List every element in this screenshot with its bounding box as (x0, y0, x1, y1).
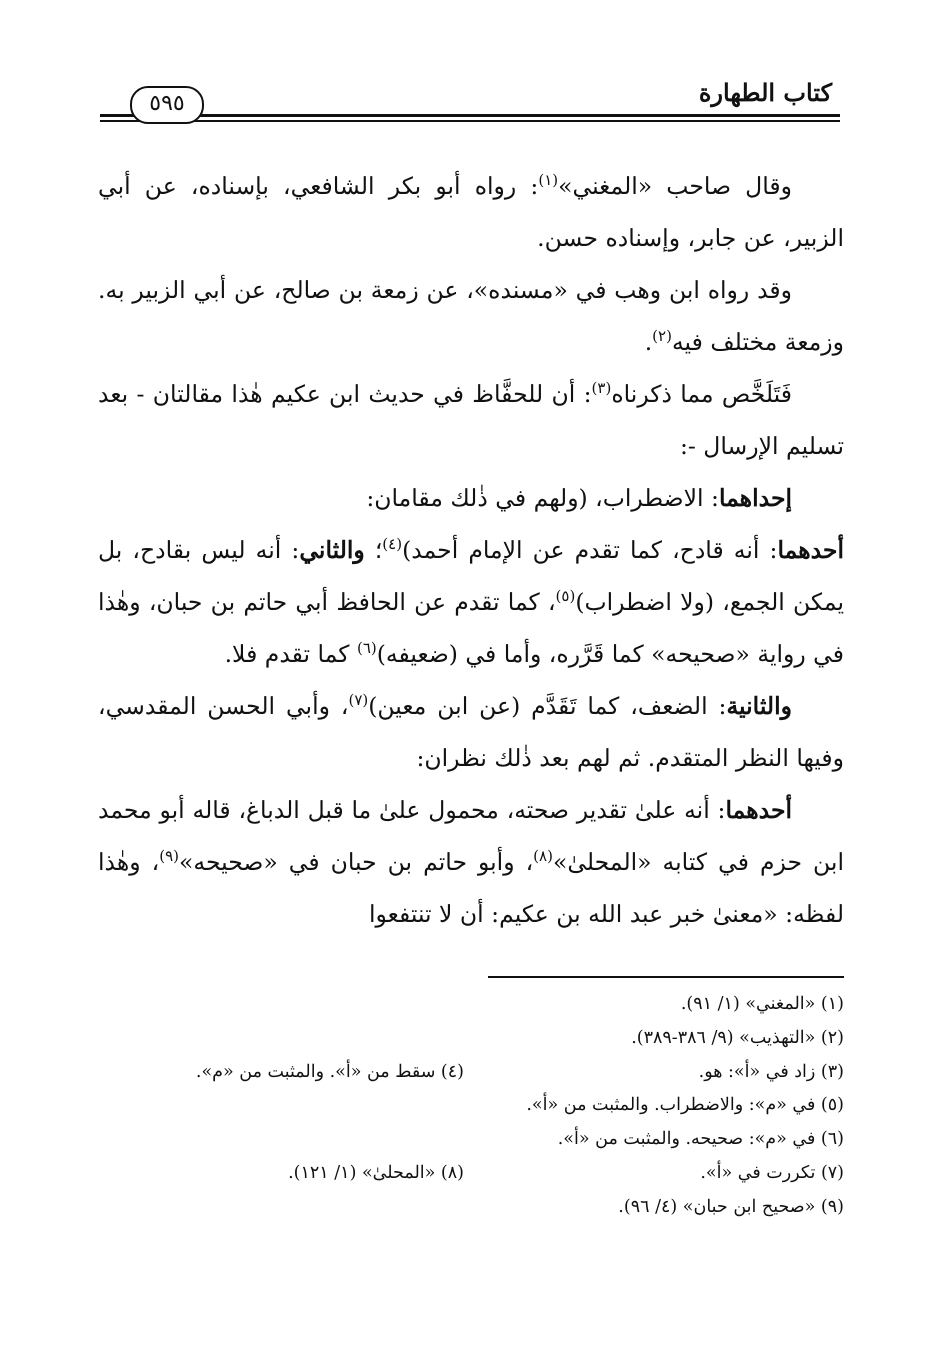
footnote: (١) «المغني» (١/ ٩١). (680, 994, 844, 1014)
paragraph (98, 784, 844, 940)
bold-term: أحدهما (725, 796, 792, 824)
text-run: : أنه قادح، كما تقدم عن الإمام أحمد) (402, 536, 778, 564)
bold-term: إحداهما (718, 484, 792, 512)
footnote-ref: (٥) (555, 587, 576, 606)
footnote-ref: (٣) (591, 379, 612, 398)
footnote: (٥) في «م»: والاضطراب. والمثبت من «أ». (526, 1095, 844, 1116)
text-run: ، وهٰذا لفظه: «معنىٰ خبر عبد الله بن عكيم: أن لا تنتفعوا (98, 848, 844, 928)
footnote-row (98, 1022, 844, 1056)
text-run: كما تقدم فلا. (224, 640, 357, 668)
text-run: : الاضطراب، (ولهم في ذٰلك مقامان: (366, 484, 719, 512)
footnote-row (98, 1191, 844, 1225)
text-run: : أن للحفَّاظ في حديث ابن عكيم هٰذا مقالتان - بعد تسليم الإرسال -: (98, 380, 844, 460)
paragraph (98, 368, 844, 472)
text-run: ؛ (364, 536, 383, 564)
text-run: ، كما تقدم عن الحافظ أبي حاتم بن حبان، وهٰذا في رواية «صحيحه» كما قَرَّره، وأما في (ضعيفه) (98, 588, 844, 668)
footnote: (٤) سقط من «أ». والمثبت من «م». (195, 1061, 464, 1082)
footnote-ref: (٢) (652, 327, 672, 346)
footnote-ref: (٤) (382, 535, 403, 554)
text-run: : رواه أبو بكر الشافعي، بإسناده، عن أبي الزبير، عن جابر، وإسناده حسن. (98, 172, 844, 252)
footnote-ref: (٧) (348, 691, 369, 710)
running-header-title: كتاب الطهارة (698, 78, 832, 107)
bold-term: والثاني (299, 536, 365, 564)
footnote-separator (488, 976, 844, 978)
header-rule-thin (100, 120, 840, 122)
paragraph (98, 680, 844, 784)
footnote-row (98, 1089, 844, 1123)
footnote: (٩) «صحيح ابن حبان» (٤/ ٩٦). (618, 1196, 844, 1217)
header-rule-thick (100, 114, 840, 117)
paragraph (98, 160, 844, 264)
page-number-badge (130, 86, 204, 124)
text-run: : أنه علىٰ تقدير صحته، محمول علىٰ ما قبل الدباغ، قاله أبو محمد ابن حزم في كتابه «المحلىٰ» (98, 796, 844, 876)
footnote-row (98, 1056, 844, 1090)
footnote: (٣) زاد في «أ»: هو. (698, 1061, 844, 1082)
text-run: . (644, 328, 653, 356)
paragraph (98, 472, 844, 524)
footnote-row (98, 988, 844, 1022)
footnote-ref: (٨) (533, 847, 553, 866)
bold-term: أحدهما (777, 536, 844, 564)
footnote: (٢) «التهذيب» (٩/ ٣٨٦-٣٨٩). (631, 1027, 844, 1048)
text-run: ، وأبي الحسن المقدسي، وفيها النظر المتقدم. ثم لهم بعد ذٰلك نظران: (98, 692, 844, 772)
text-run: وقد رواه ابن وهب في «مسنده»، عن زمعة بن صالح، عن أبي الزبير به. وزمعة مختلف فيه (98, 276, 844, 356)
text-run: ، وأبو حاتم بن حبان في «صحيحه» (179, 848, 534, 876)
footnote-row (98, 1157, 844, 1191)
footnote-ref: (٩) (159, 847, 179, 866)
footnotes (98, 988, 844, 1225)
text-run: : أنه ليس بقادح، بل يمكن الجمع، (ولا اضطراب) (98, 536, 845, 616)
bold-term: والثانية (726, 692, 792, 720)
footnote: (٨) «المحلىٰ» (١/ ١٢١). (288, 1162, 464, 1183)
footnote-ref: (٦) (356, 639, 377, 658)
footnote: (٦) في «م»: صحيحه. والمثبت من «أ». (557, 1129, 844, 1150)
text-run: وقال صاحب «المغني» (558, 172, 792, 200)
text-run: : الضعف، كما تَقَدَّم (عن ابن معين) (368, 692, 727, 720)
footnote: (٧) تكررت في «أ». (700, 1162, 844, 1183)
footnote-row (98, 1123, 844, 1157)
text-run: فَتَلَخَّص مما ذكرناه (611, 380, 792, 408)
footnote-ref: (١) (538, 171, 559, 190)
paragraph (98, 264, 844, 368)
paragraph (98, 524, 844, 680)
main-text (98, 160, 844, 940)
page-number: ٥٩٥ (149, 91, 185, 116)
